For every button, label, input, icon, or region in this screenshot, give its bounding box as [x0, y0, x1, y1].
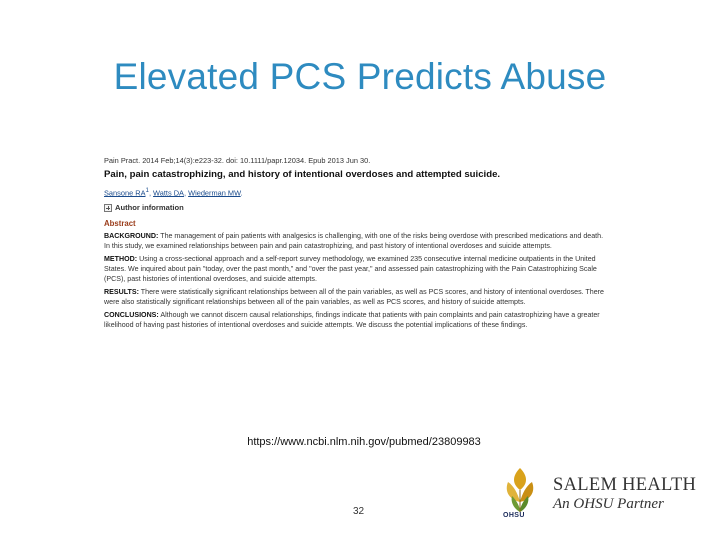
section-text: Although we cannot discern causal relationships, findings indicate that patients with pain complaints and pain catastrophizing have a greater likelihood of having past histories of intentional overdoses and suicide attempts. We discuss the potential implications of these findings.: [104, 311, 600, 330]
author-information-toggle[interactable]: [104, 203, 610, 213]
abstract-section-background: [104, 231, 610, 251]
author-information-label: Author information: [115, 203, 184, 213]
article-title: Pain, pain catastrophizing, and history of intentional overdoses and attempted suicide.: [104, 169, 501, 180]
abstract-section-conclusions: [104, 310, 610, 330]
section-label: RESULTS:: [104, 288, 139, 297]
section-label: BACKGROUND:: [104, 232, 159, 241]
source-url: https://www.ncbi.nlm.nih.gov/pubmed/23809983: [247, 436, 481, 448]
pubmed-abstract-screenshot: [104, 156, 610, 330]
abstract-section-results: [104, 287, 610, 307]
slide-title: Elevated PCS Predicts Abuse: [113, 56, 607, 97]
section-text: Using a cross-sectional approach and a self-report survey methodology, we examined 235 consecutive internal medicine outpatients in the United States. We inquired about pain "today, over the past month," and "over the past year," and assessed pain catastrophizing with the Pain Catastrophizing Scale (PCS), past histories of intentional overdoses, and suicide attempts.: [104, 255, 597, 284]
author-list: Sansone $RA^1$, Watts DA, Wiederman MW.: [104, 187, 243, 198]
section-text: The management of pain patients with analgesics is challenging, with one of the risks being overdose with prescribed medications and death. In this study, we examined relationships between pain and pain catastrophizing, and past history of intentional overdoses and suicide attempts.: [104, 232, 604, 251]
section-text: There were statistically significant relationships between all of the pain variables, as well as PCS scores, and history of intentional overdoses. There were also statistically significant relationships between all of the pain variables, as well as PCS scores, and history of suicide attempts.: [104, 288, 604, 307]
author-link[interactable]: Watts DA: [153, 188, 184, 198]
citation: Pain Pract. 2014 Feb;14(3):e223-32. doi: 10.1111/papr.12034. Epub 2013 Jun 30.: [104, 156, 371, 165]
logo-text: [553, 475, 696, 513]
abstract-heading: Abstract: [104, 219, 136, 229]
ohsu-label: OHSU: [503, 512, 525, 519]
logo-emblem: [507, 468, 534, 512]
section-label: METHOD:: [104, 255, 138, 264]
abstract-section-method: [104, 254, 610, 284]
brand-name: SALEM HEALTH: [553, 475, 697, 495]
expand-plus-icon: [104, 204, 112, 212]
page-number: 32: [353, 506, 365, 517]
brand-tagline: An OHSU Partner: [553, 496, 664, 512]
author-link[interactable]: Sansone RA: [104, 188, 146, 198]
author-link[interactable]: Wiederman MW: [188, 188, 241, 198]
section-label: CONCLUSIONS:: [104, 311, 159, 320]
